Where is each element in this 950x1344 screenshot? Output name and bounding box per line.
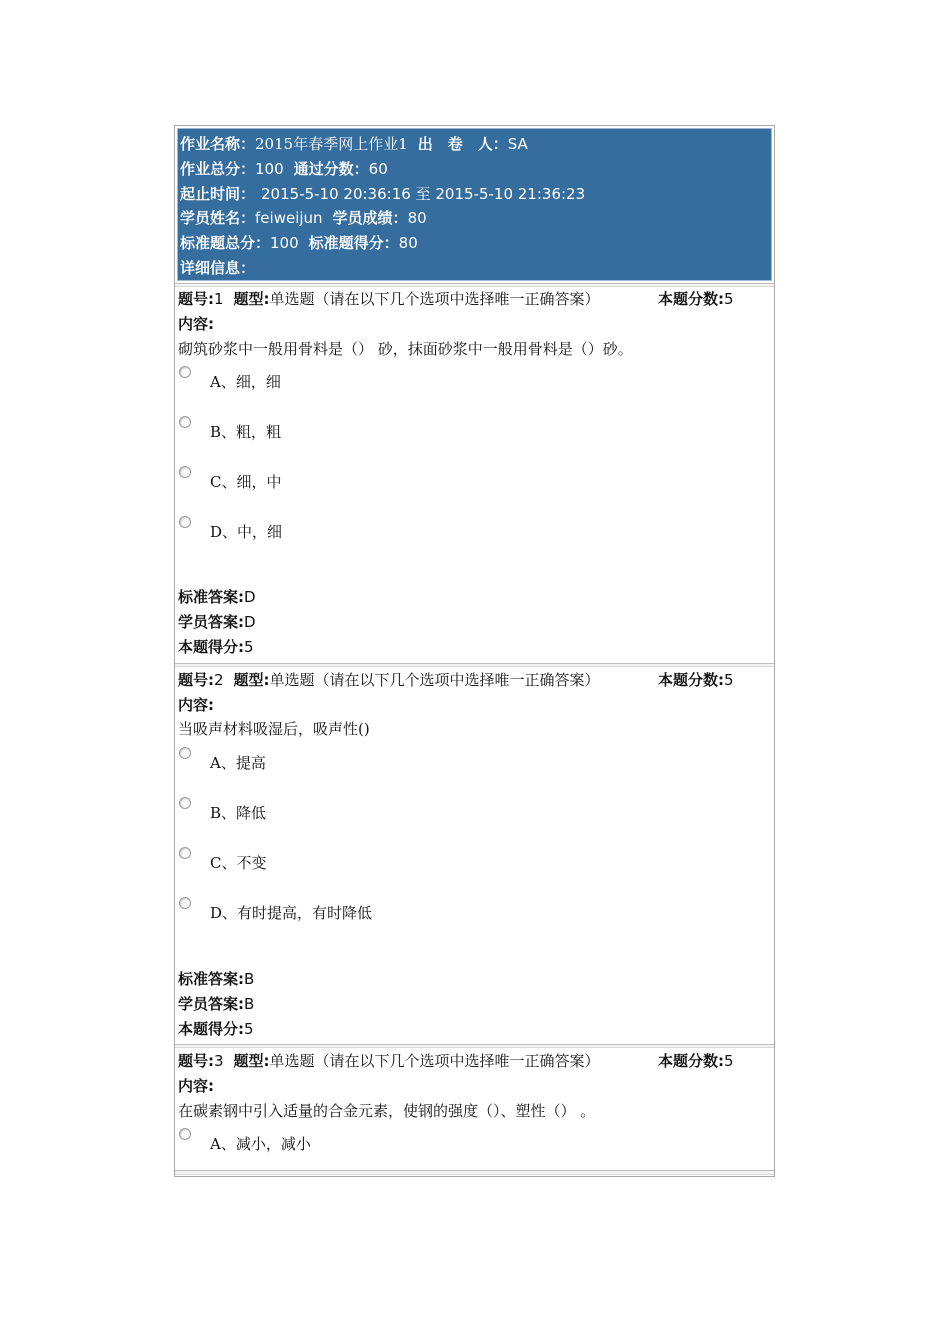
option-a-label: A、细，细 [210, 373, 281, 391]
student-answer-row [178, 612, 256, 632]
student-grade-label: 学员成绩： [332, 209, 408, 227]
option-c-radio[interactable] [179, 466, 191, 478]
option-a-radio[interactable] [179, 366, 191, 378]
question-divider [175, 663, 774, 667]
time-label: 起止时间： [180, 185, 256, 203]
question-block-2 [175, 669, 774, 1044]
detail-row [180, 258, 255, 278]
homework-name-row [180, 134, 528, 154]
option-d-label: D、有时提高，有时降低 [210, 904, 373, 922]
question-type-label: 题型: [233, 1052, 270, 1070]
question-header [178, 670, 600, 690]
option-c-radio[interactable] [179, 847, 191, 859]
homework-name-label: 作业名称： [180, 135, 256, 153]
question-points [658, 670, 734, 690]
question-content: 当吸声材料吸湿后，吸声性() [178, 720, 370, 738]
standard-score-row [180, 233, 418, 253]
option-c-label: C、细，中 [210, 473, 282, 491]
standard-total-value: 100 [270, 234, 299, 252]
points-value: 5 [724, 290, 734, 308]
question-block-1 [175, 288, 774, 663]
question-content: 砌筑砂浆中一般用骨料是（） 砂，抹面砂浆中一般用骨料是（）砂。 [178, 340, 633, 358]
question-type-label: 题型: [233, 671, 270, 689]
content-label: 内容: [178, 696, 214, 714]
pass-score-label: 通过分数： [293, 160, 369, 178]
standard-answer-label: 标准答案: [178, 588, 244, 606]
question-points [658, 289, 734, 309]
standard-answer-value: B [244, 970, 255, 988]
student-grade-value: 80 [407, 209, 427, 227]
homework-name-value: 2015年春季网上作业1 [255, 135, 408, 153]
question-type: 单选题（请在以下几个选项中选择唯一正确答案） [269, 671, 600, 689]
total-score-value: 100 [255, 160, 284, 178]
option-b-radio[interactable] [179, 416, 191, 428]
time-row [180, 184, 585, 204]
total-score-label: 作业总分： [180, 160, 256, 178]
points-value: 5 [724, 671, 734, 689]
end-time: 2015-5-10 21:36:23 [435, 185, 586, 203]
question-divider [175, 1044, 774, 1048]
option-a-label: A、提高 [210, 754, 266, 772]
student-answer-value: D [244, 613, 256, 631]
question-number: 1 [214, 290, 224, 308]
question-number: 2 [214, 671, 224, 689]
question-score-row [178, 637, 254, 657]
student-answer-value: B [244, 995, 255, 1013]
pass-score-value: 60 [368, 160, 388, 178]
bottom-border [175, 1170, 774, 1175]
start-time: 2015-5-10 20:36:16 [261, 185, 411, 203]
standard-answer-row [178, 587, 256, 607]
question-block-3 [175, 1050, 774, 1170]
student-row [180, 208, 427, 228]
question-score-value: 5 [244, 638, 254, 656]
student-answer-label: 学员答案: [178, 613, 244, 631]
question-number-label: 题号: [178, 1052, 214, 1070]
question-score-value: 5 [244, 1020, 254, 1038]
points-label: 本题分数: [658, 1052, 724, 1070]
question-score-label: 本题得分: [178, 1020, 244, 1038]
homework-info-panel [177, 128, 772, 281]
homework-frame [174, 125, 775, 1177]
question-divider [175, 283, 774, 287]
standard-answer-row [178, 969, 254, 989]
question-number-label: 题号: [178, 290, 214, 308]
option-b-label: B、降低 [210, 804, 267, 822]
question-number-label: 题号: [178, 671, 214, 689]
points-label: 本题分数: [658, 671, 724, 689]
time-separator: 至 [415, 185, 431, 203]
option-a-label: A、减小，减小 [210, 1135, 311, 1153]
points-label: 本题分数: [658, 290, 724, 308]
question-content: 在碳素钢中引入适量的合金元素，使钢的强度（）、塑性（） 。 [178, 1102, 596, 1120]
student-name-label: 学员姓名： [180, 209, 256, 227]
student-name-value: feiweijun [255, 209, 323, 227]
question-score-row [178, 1019, 254, 1039]
option-c-label: C、不变 [210, 854, 267, 872]
standard-score-value: 80 [398, 234, 418, 252]
question-points [658, 1051, 734, 1071]
content-label: 内容: [178, 315, 214, 333]
points-value: 5 [724, 1052, 734, 1070]
author-label: 出 卷 人： [417, 135, 508, 153]
detail-label: 详细信息： [180, 259, 256, 277]
question-header [178, 289, 600, 309]
standard-score-label: 标准题得分： [308, 234, 399, 252]
option-b-radio[interactable] [179, 797, 191, 809]
option-d-radio[interactable] [179, 897, 191, 909]
student-answer-row [178, 994, 254, 1014]
question-type: 单选题（请在以下几个选项中选择唯一正确答案） [269, 1052, 600, 1070]
question-score-label: 本题得分: [178, 638, 244, 656]
homework-score-row [180, 159, 388, 179]
option-a-radio[interactable] [179, 1128, 191, 1140]
option-a-radio[interactable] [179, 747, 191, 759]
question-type: 单选题（请在以下几个选项中选择唯一正确答案） [269, 290, 600, 308]
standard-total-label: 标准题总分： [180, 234, 271, 252]
student-answer-label: 学员答案: [178, 995, 244, 1013]
question-header [178, 1051, 600, 1071]
standard-answer-value: D [244, 588, 256, 606]
author-value: SA [507, 135, 528, 153]
content-label: 内容: [178, 1077, 214, 1095]
option-d-radio[interactable] [179, 516, 191, 528]
option-b-label: B、粗，粗 [210, 423, 282, 441]
question-number: 3 [214, 1052, 224, 1070]
option-d-label: D、中，细 [210, 523, 283, 541]
question-type-label: 题型: [233, 290, 270, 308]
standard-answer-label: 标准答案: [178, 970, 244, 988]
